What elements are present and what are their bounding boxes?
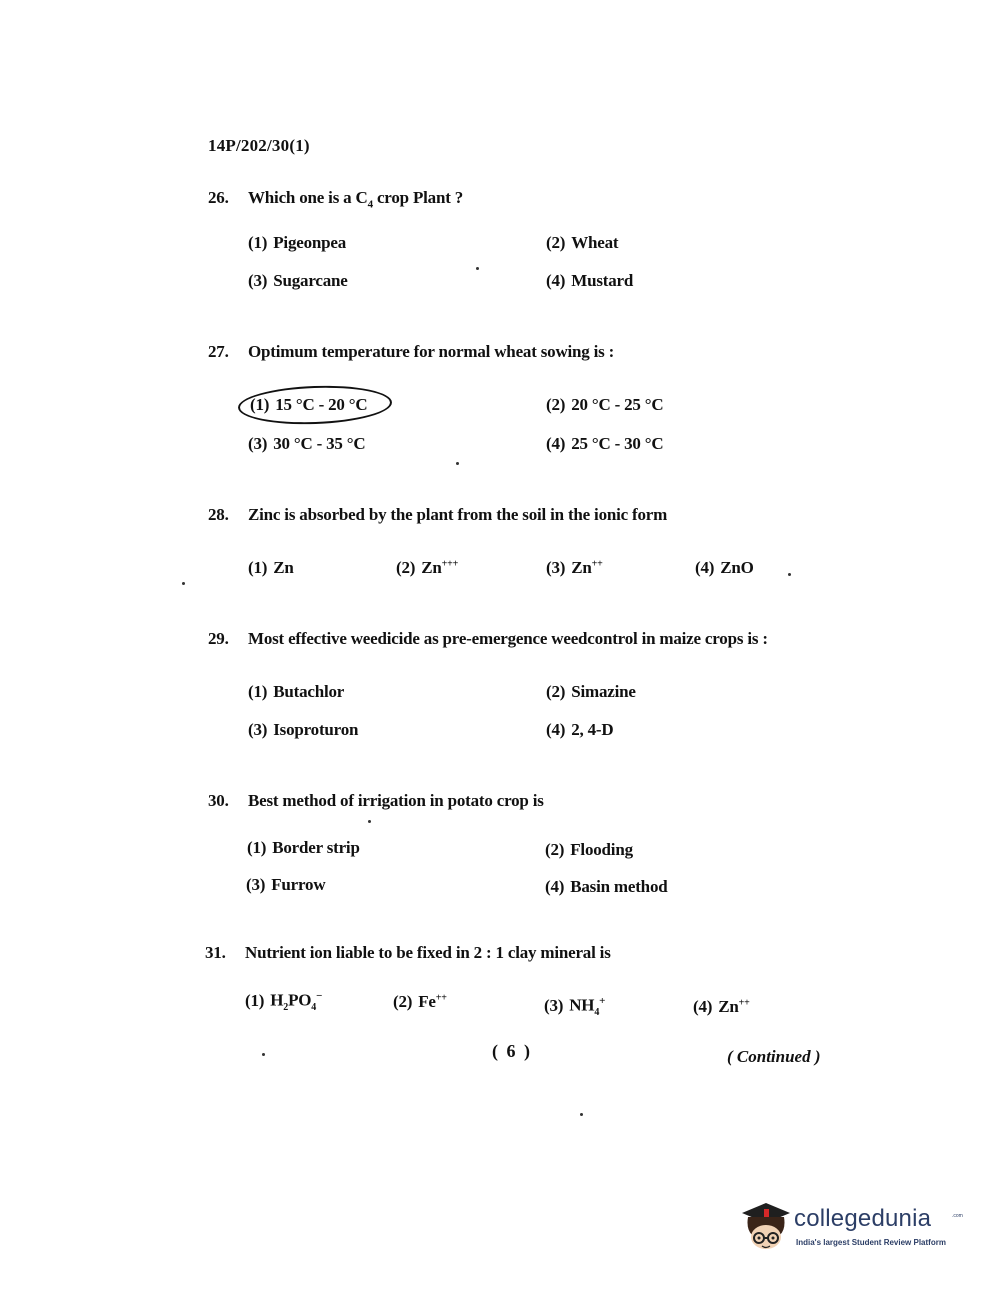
question-31 bbox=[205, 943, 845, 963]
option-26-2: (2) Wheat bbox=[546, 233, 619, 252]
scan-speck bbox=[182, 582, 185, 585]
option-27-3: (3) 30 °C - 35 °C bbox=[248, 434, 366, 453]
question-text: Best method of irrigation in potato crop is bbox=[248, 791, 544, 810]
question-number: 31. bbox=[205, 943, 226, 962]
question-28 bbox=[208, 505, 848, 525]
logo-brand-text: collegedunia bbox=[794, 1205, 932, 1232]
question-number: 29. bbox=[208, 629, 229, 648]
question-text: Which one is a $C_4$ crop Plant ? bbox=[248, 188, 464, 211]
question-26 bbox=[208, 188, 848, 210]
logo-com-text: .com bbox=[952, 1213, 963, 1219]
question-number: 28. bbox=[208, 505, 229, 524]
scan-speck bbox=[476, 267, 479, 270]
question-30 bbox=[208, 791, 848, 811]
option-30-1: (1) Border strip bbox=[247, 838, 360, 857]
scan-speck bbox=[788, 573, 791, 576]
logo-tagline: India's largest Student Review Platform bbox=[796, 1238, 946, 1247]
scan-speck bbox=[262, 1053, 265, 1056]
option-29-2: (2) Simazine bbox=[546, 682, 636, 701]
question-27 bbox=[208, 342, 848, 362]
option-28-3: (3) Zn++ bbox=[546, 558, 603, 577]
page-number: ( 6 ) bbox=[492, 1041, 532, 1061]
question-29 bbox=[208, 629, 828, 649]
option-27-4: (4) 25 °C - 30 °C bbox=[546, 434, 664, 453]
scan-speck bbox=[456, 462, 459, 465]
option-31-4: (4) Zn++ bbox=[693, 997, 750, 1016]
option-29-3: (3) Isoproturon bbox=[248, 720, 359, 739]
option-31-3: (3) $NH_4^+$ bbox=[544, 995, 606, 1019]
question-text: Most effective weedicide as pre-emergence weedcontrol in maize crops is : bbox=[248, 629, 768, 648]
question-text: Zinc is absorbed by the plant from the soil in the ionic form bbox=[248, 505, 668, 524]
option-30-4: (4) Basin method bbox=[545, 877, 668, 896]
option-30-2: (2) Flooding bbox=[545, 840, 633, 859]
option-28-4: (4) ZnO bbox=[695, 558, 754, 577]
student-mascot-icon bbox=[736, 1195, 796, 1257]
collegedunia-logo bbox=[736, 1195, 961, 1257]
paper-code: 14P/202/30(1) bbox=[208, 136, 310, 155]
option-28-2: (2) Zn+++ bbox=[396, 558, 459, 577]
option-29-4: (4) 2, 4-D bbox=[546, 720, 614, 739]
option-31-1: (1) $H_2PO_4^-$ bbox=[245, 990, 323, 1014]
question-number: 30. bbox=[208, 791, 229, 810]
option-27-1: (1) 15 °C - 20 °C bbox=[250, 395, 368, 414]
option-26-3: (3) Sugarcane bbox=[248, 271, 348, 290]
question-number: 27. bbox=[208, 342, 229, 361]
question-number: 26. bbox=[208, 188, 229, 207]
option-29-1: (1) Butachlor bbox=[248, 682, 345, 701]
option-26-4: (4) Mustard bbox=[546, 271, 634, 290]
question-text: Nutrient ion liable to be fixed in 2 : 1 clay mineral is bbox=[245, 943, 611, 962]
option-27-2: (2) 20 °C - 25 °C bbox=[546, 395, 664, 414]
option-28-1: (1) Zn bbox=[248, 558, 294, 577]
option-31-2: (2) Fe++ bbox=[393, 992, 447, 1011]
continued-label: ( Continued ) bbox=[727, 1047, 821, 1066]
option-26-1: (1) Pigeonpea bbox=[248, 233, 347, 252]
scan-speck bbox=[580, 1113, 583, 1116]
question-text: Optimum temperature for normal wheat sowing is : bbox=[248, 342, 615, 361]
scan-speck bbox=[368, 820, 371, 823]
option-30-3: (3) Furrow bbox=[246, 875, 326, 894]
